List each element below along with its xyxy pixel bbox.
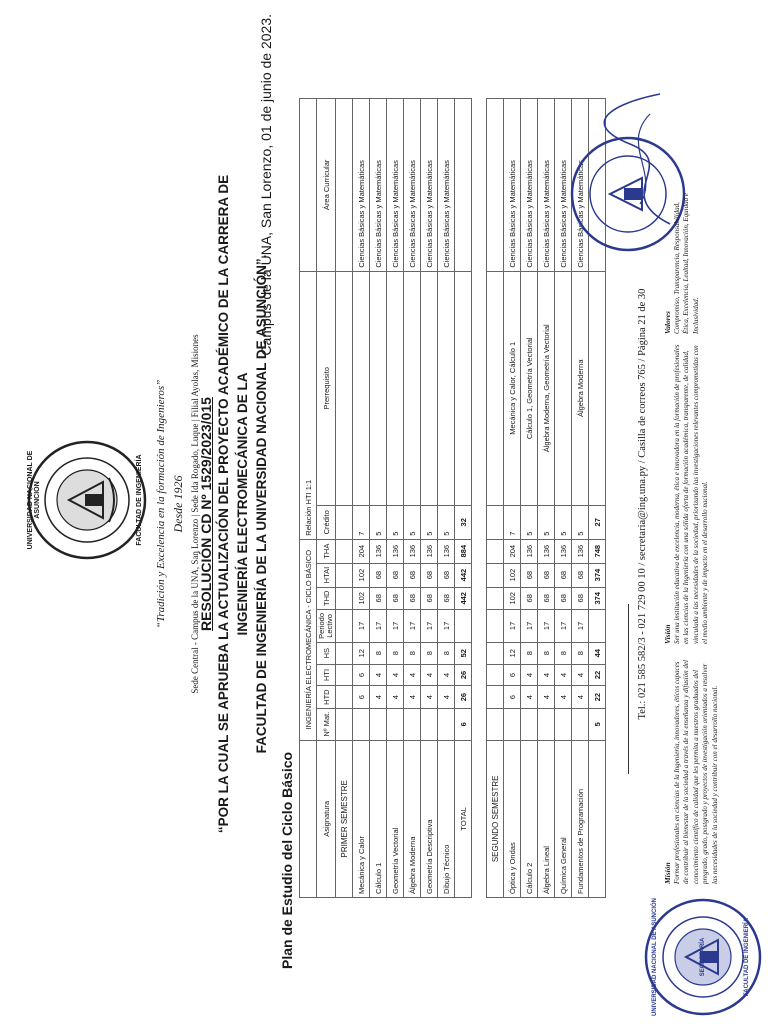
semester-header-row — [487, 99, 504, 898]
htai-cell: 102 — [353, 563, 370, 587]
hs-cell: 8 — [555, 642, 572, 664]
thd-cell: 68 — [438, 587, 455, 609]
empty-cell — [336, 686, 353, 708]
tha-cell: 204 — [504, 539, 521, 563]
htai-cell: 68 — [538, 563, 555, 587]
credit-cell: 5 — [538, 505, 555, 539]
htai-cell: 68 — [438, 563, 455, 587]
prerequisite-cell — [438, 271, 455, 505]
subject-name: Mecánica y Calor — [353, 740, 370, 897]
htai-cell: 68 — [404, 563, 421, 587]
vision-block — [663, 344, 711, 644]
thd-cell: 68 — [421, 587, 438, 609]
empty-cell — [487, 563, 504, 587]
area-cell: Ciencias Básicas y Matemáticas — [538, 99, 555, 272]
col-nmat: Nº Mat. — [317, 708, 336, 740]
contact-line: Tel.: 021 585 582/3 - 021 729 00 10 / secretaria@ing.una.py / Casilla de correos 765 / Página 21 de 30 — [637, 288, 648, 720]
signature-line — [628, 604, 629, 774]
resolution-number: RESOLUCIÓN CD Nº 1529/2023/015 — [198, 397, 214, 631]
nmat-cell — [521, 708, 538, 740]
table-row — [387, 99, 404, 898]
credit-cell: 7 — [353, 505, 370, 539]
thd-cell: 102 — [504, 587, 521, 609]
per-cell: 17 — [538, 609, 555, 642]
semester-name: SEGUNDO SEMESTRE — [487, 740, 504, 897]
col-prerrequisito: Prerrequisito — [317, 271, 336, 505]
total-htai: 374 — [589, 563, 606, 587]
total-tha: 748 — [589, 539, 606, 563]
total-cred: 32 — [455, 505, 472, 539]
relation-header: Relación HTI 1:1 — [300, 271, 317, 539]
htd-cell: 4 — [438, 686, 455, 708]
hti-cell: 4 — [555, 664, 572, 686]
prerequisite-cell — [421, 271, 438, 505]
date-line: Campus de la UNA, San Lorenzo, 01 de junio de 2023. — [258, 14, 274, 356]
nmat-cell — [370, 708, 387, 740]
hti-cell: 4 — [370, 664, 387, 686]
nmat-cell — [387, 708, 404, 740]
total-row — [455, 99, 472, 898]
credit-cell: 5 — [404, 505, 421, 539]
tha-cell: 136 — [404, 539, 421, 563]
htd-cell: 4 — [521, 686, 538, 708]
hti-cell: 4 — [438, 664, 455, 686]
thd-cell: 68 — [387, 587, 404, 609]
total-empty — [589, 271, 606, 505]
prerequisite-cell: Cálculo 1, Geometría Vectorial — [521, 271, 538, 505]
empty-cell — [487, 539, 504, 563]
empty-cell — [336, 664, 353, 686]
per-cell: 17 — [555, 609, 572, 642]
prerequisite-cell — [555, 271, 572, 505]
total-empty — [455, 271, 472, 505]
hs-cell: 12 — [504, 642, 521, 664]
per-cell: 17 — [370, 609, 387, 642]
credit-cell: 5 — [521, 505, 538, 539]
table-row — [538, 99, 555, 898]
area-cell: Ciencias Básicas y Matemáticas — [370, 99, 387, 272]
table-row — [504, 99, 521, 898]
per-cell: 17 — [387, 609, 404, 642]
nmat-cell — [353, 708, 370, 740]
nmat-cell — [438, 708, 455, 740]
total-hs: 44 — [589, 642, 606, 664]
prerequisite-cell — [353, 271, 370, 505]
thd-cell: 102 — [353, 587, 370, 609]
col-asignatura: Asignatura — [317, 740, 336, 897]
thd-cell: 68 — [404, 587, 421, 609]
per-cell: 17 — [438, 609, 455, 642]
col-periodo: Periodo Lectivo — [317, 609, 336, 642]
credit-cell: 5 — [555, 505, 572, 539]
empty-cell — [487, 609, 504, 642]
semester-header-row — [336, 99, 353, 898]
nmat-cell — [538, 708, 555, 740]
hs-cell: 8 — [521, 642, 538, 664]
semester-separator — [472, 99, 487, 898]
table-row — [370, 99, 387, 898]
subject-name: Fundamentos de Programación — [572, 740, 589, 897]
table-row — [404, 99, 421, 898]
subject-name: Álgebra Moderna — [404, 740, 421, 897]
thd-cell: 68 — [370, 587, 387, 609]
total-hs: 52 — [455, 642, 472, 664]
hs-cell: 8 — [404, 642, 421, 664]
vision-title: Visión — [663, 624, 672, 644]
hti-cell: 4 — [404, 664, 421, 686]
per-cell: 17 — [521, 609, 538, 642]
tha-cell: 136 — [438, 539, 455, 563]
col-credito: Crédito — [317, 505, 336, 539]
tha-cell: 204 — [353, 539, 370, 563]
nmat-cell — [421, 708, 438, 740]
area-cell: Ciencias Básicas y Matemáticas — [555, 99, 572, 272]
table-row — [438, 99, 455, 898]
subject-name: Química General — [555, 740, 572, 897]
semester-name: PRIMER SEMESTRE — [336, 740, 353, 897]
empty-cell — [487, 99, 504, 272]
tha-cell: 136 — [538, 539, 555, 563]
thd-cell: 68 — [521, 587, 538, 609]
thd-cell: 68 — [555, 587, 572, 609]
credit-cell: 5 — [438, 505, 455, 539]
area-cell: Ciencias Básicas y Matemáticas — [387, 99, 404, 272]
col-area: Área Curricular — [317, 99, 336, 272]
tha-cell: 136 — [521, 539, 538, 563]
title-line-1: “POR LA CUAL SE APRUEBA LA ACTUALIZACIÓN DEL PROYECTO ACADÉMICO DE LA CARRERA DE INGENIERÍA ELECTROMECÁNICA DE LA — [216, 174, 250, 834]
total-cred: 27 — [589, 505, 606, 539]
empty-cell — [336, 505, 353, 539]
subject-name: Cálculo 2 — [521, 740, 538, 897]
hti-cell: 4 — [538, 664, 555, 686]
hs-cell: 8 — [438, 642, 455, 664]
tha-cell: 136 — [421, 539, 438, 563]
credit-cell: 5 — [421, 505, 438, 539]
per-cell: 17 — [572, 609, 589, 642]
tha-cell: 136 — [572, 539, 589, 563]
total-thd: 442 — [455, 587, 472, 609]
stamp-text-top: UNIVERSIDAD NACIONAL DE ASUNCIÓN — [652, 897, 658, 1016]
per-cell: 17 — [421, 609, 438, 642]
seal-text-bottom: FACULTAD DE INGENIERÍA — [136, 454, 143, 546]
subject-name: Álgebra Lineal — [538, 740, 555, 897]
subject-name: Dibujo Técnico — [438, 740, 455, 897]
total-tha: 884 — [455, 539, 472, 563]
htd-cell: 6 — [504, 686, 521, 708]
stamp-text-middle: SECRETARÍA — [700, 937, 706, 977]
university-seal-logo — [25, 438, 149, 562]
empty-cell — [487, 686, 504, 708]
htai-cell: 68 — [370, 563, 387, 587]
header-locations: Sede Central - Campus de la UNA, San Lorenzo | Sede Ida Rogado, Luque | Filial Ayolas, Misiones — [190, 334, 200, 694]
credit-cell: 5 — [370, 505, 387, 539]
hti-cell: 6 — [353, 664, 370, 686]
empty-cell — [487, 505, 504, 539]
col-htd: HTD — [317, 686, 336, 708]
total-label — [589, 740, 606, 897]
htd-cell: 4 — [538, 686, 555, 708]
total-periodo — [455, 609, 472, 642]
area-cell: Ciencias Básicas y Matemáticas — [572, 99, 589, 272]
htd-cell: 4 — [387, 686, 404, 708]
htd-cell: 4 — [572, 686, 589, 708]
htai-cell: 68 — [521, 563, 538, 587]
hs-cell: 8 — [387, 642, 404, 664]
prerequisite-cell: Álgebra Moderna, Geometría Vectorial — [538, 271, 555, 505]
htd-cell: 4 — [404, 686, 421, 708]
per-cell: 17 — [504, 609, 521, 642]
htai-cell: 68 — [572, 563, 589, 587]
hti-cell: 4 — [421, 664, 438, 686]
empty-cell — [487, 642, 504, 664]
total-htd: 22 — [589, 686, 606, 708]
htai-cell: 68 — [555, 563, 572, 587]
col-thd: THD — [317, 587, 336, 609]
subject-name: Cálculo 1 — [370, 740, 387, 897]
htd-cell: 4 — [421, 686, 438, 708]
prerequisite-cell: Álgebra Moderna — [572, 271, 589, 505]
table-row — [421, 99, 438, 898]
credit-cell: 5 — [387, 505, 404, 539]
thd-cell: 68 — [538, 587, 555, 609]
total-label: TOTAL — [455, 740, 472, 897]
total-empty — [455, 99, 472, 272]
col-tha: THA — [317, 539, 336, 563]
separator-cell — [472, 99, 487, 898]
table-row — [521, 99, 538, 898]
hs-cell: 8 — [538, 642, 555, 664]
empty-cell — [487, 271, 504, 505]
total-htai: 442 — [455, 563, 472, 587]
table-row — [353, 99, 370, 898]
subject-name: Geometría Vectorial — [387, 740, 404, 897]
nmat-cell — [572, 708, 589, 740]
htai-cell: 68 — [387, 563, 404, 587]
nmat-cell — [404, 708, 421, 740]
total-periodo — [589, 609, 606, 642]
prerequisite-cell — [370, 271, 387, 505]
per-cell: 17 — [353, 609, 370, 642]
per-cell: 17 — [404, 609, 421, 642]
prerequisite-cell: Mecánica y Calor, Cálculo 1 — [504, 271, 521, 505]
header-motto: “Tradición y Excelencia en la formación de Ingenieros” — [155, 379, 167, 629]
study-plan-table — [299, 98, 606, 898]
empty-cell — [336, 563, 353, 587]
total-thd: 374 — [589, 587, 606, 609]
tha-cell: 136 — [387, 539, 404, 563]
tha-cell: 136 — [370, 539, 387, 563]
plan-title: Plan de Estudio del Ciclo Básico — [279, 751, 295, 969]
area-cell: Ciencias Básicas y Matemáticas — [504, 99, 521, 272]
mision-title: Misión — [663, 862, 672, 884]
empty-cell — [336, 708, 353, 740]
total-hti: 22 — [589, 664, 606, 686]
total-nmat: 5 — [589, 708, 606, 740]
seal-text-top: UNIVERSIDAD NACIONAL DE ASUNCIÓN — [27, 450, 41, 550]
area-cell: Ciencias Básicas y Matemáticas — [438, 99, 455, 272]
area-cell: Ciencias Básicas y Matemáticas — [353, 99, 370, 272]
header-since: Desde 1926 — [171, 475, 185, 533]
area-cell: Ciencias Básicas y Matemáticas — [521, 99, 538, 272]
hti-cell: 4 — [521, 664, 538, 686]
valores-block — [663, 184, 701, 334]
htd-cell: 4 — [555, 686, 572, 708]
hti-cell: 4 — [572, 664, 589, 686]
htai-cell: 102 — [504, 563, 521, 587]
title-line-2: FACULTAD DE INGENIERÍA DE LA UNIVERSIDAD NACIONAL DE ASUNCIÓN”. — [254, 254, 269, 754]
subject-name: Óptica y Ondas — [504, 740, 521, 897]
hs-cell: 8 — [370, 642, 387, 664]
col-hs: HS — [317, 642, 336, 664]
empty-cell — [336, 99, 353, 272]
mision-block — [663, 654, 720, 884]
hs-cell: 8 — [421, 642, 438, 664]
area-cell: Ciencias Básicas y Matemáticas — [421, 99, 438, 272]
tha-cell: 136 — [555, 539, 572, 563]
htd-cell: 4 — [370, 686, 387, 708]
total-hti: 26 — [455, 664, 472, 686]
subject-name: Geometría Descriptiva — [421, 740, 438, 897]
prerequisite-cell — [404, 271, 421, 505]
credit-cell: 5 — [572, 505, 589, 539]
valores-title: Valores — [663, 311, 672, 334]
hti-cell: 6 — [504, 664, 521, 686]
col-htai: HTAI — [317, 563, 336, 587]
empty-cell — [336, 609, 353, 642]
nmat-cell — [555, 708, 572, 740]
col-hti: HTI — [317, 664, 336, 686]
empty-cell — [336, 539, 353, 563]
empty-cell — [487, 664, 504, 686]
hs-cell: 12 — [353, 642, 370, 664]
total-htd: 26 — [455, 686, 472, 708]
empty-cell — [336, 642, 353, 664]
valores-text: Compromiso, Transparencia, Responsabilidad, Ética, Excelencia, Lealtad, Innovación, Equidad e Inclusividad. — [672, 193, 700, 334]
hti-cell: 4 — [387, 664, 404, 686]
empty-cell — [487, 708, 504, 740]
empty-cell — [336, 271, 353, 505]
nmat-cell — [504, 708, 521, 740]
program-header: INGENIERÍA ELECTROMECÁNICA - CICLO BÁSICO — [300, 539, 317, 740]
total-nmat: 6 — [455, 708, 472, 740]
stamp-text-bottom: FACULTAD DE INGENIERÍA — [744, 917, 750, 997]
mision-text: Formar profesionales en ciencias de la Ingeniería, innovadores, éticos capaces de contribuir al bienestar de la sociedad a través de la enseñanza y difusión del conocimiento científico de calidad que les permita a nuestros graduados del pregrado, grado, postgrado y proyectos de investigación orientados a resolver las necesidades de la sociedad y contribuir con el desarrollo nacional. — [672, 660, 719, 884]
thd-cell: 68 — [572, 587, 589, 609]
vision-text: Ser una institución educativa de excelencia, moderna, ética e innovadora en la formación de profesionales en las ciencias de la Ingeniería con una sólida oferta de formación académica, transparente, de calidad, vinculada a las necesidades de la sociedad, priorizando las investigaciones relevantes comprometidas con el medio ambiente y de impacto en el desarrollo nacional. — [672, 344, 709, 644]
area-cell: Ciencias Básicas y Matemáticas — [404, 99, 421, 272]
htai-cell: 68 — [421, 563, 438, 587]
htd-cell: 6 — [353, 686, 370, 708]
prerequisite-cell — [387, 271, 404, 505]
credit-cell: 7 — [504, 505, 521, 539]
empty-cell — [336, 587, 353, 609]
empty-cell — [487, 587, 504, 609]
hs-cell: 8 — [572, 642, 589, 664]
